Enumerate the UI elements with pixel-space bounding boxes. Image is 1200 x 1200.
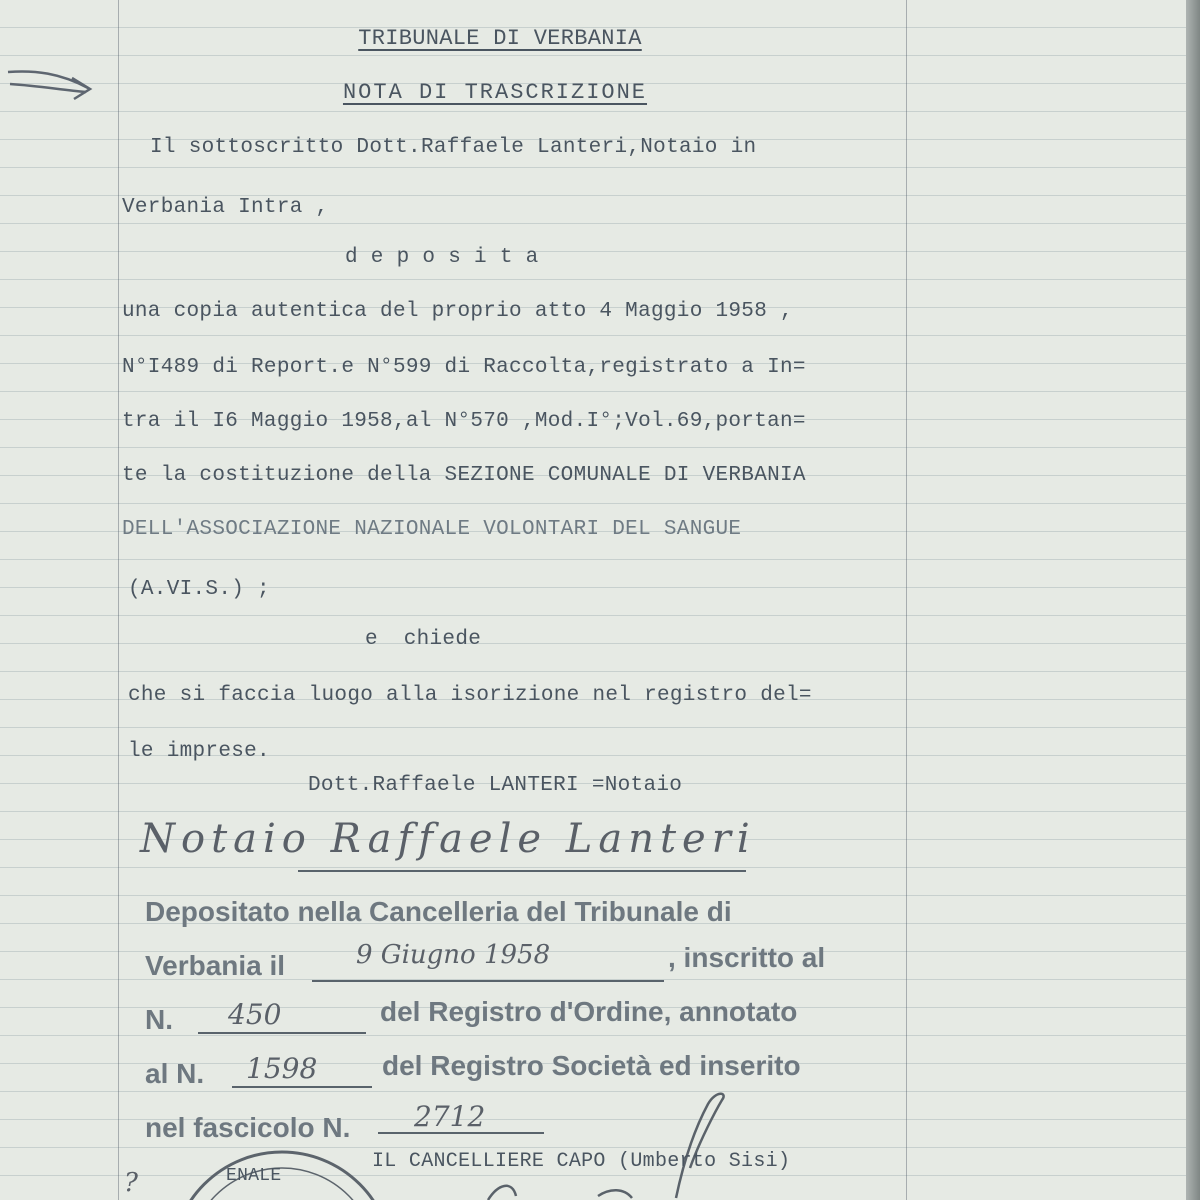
stamp-line-2-prefix: Verbania il (145, 950, 286, 981)
filled-order-number: 450 (228, 998, 282, 1031)
filled-date: 9 Giugno 1958 (356, 940, 551, 970)
chancellor-line: IL CANCELLIERE CAPO (Umberto Sisi) (372, 1150, 791, 1173)
stamp-line-1: Depositato nella Cancelleria del Tribunale di (145, 896, 732, 927)
document-title: NOTA DI TRASCRIZIONE (342, 80, 648, 105)
body-line-10: le imprese. (128, 740, 270, 763)
seal-text: ENALE (226, 1166, 282, 1186)
notary-signature: Notaio Raffaele Lanteri (140, 816, 756, 862)
stamp-line-4-prefix: al N. (145, 1058, 205, 1089)
body-line-deposita: d e p o s i t a (345, 246, 539, 269)
stamp-line-4-suffix: del Registro Società ed inserito (382, 1050, 801, 1081)
body-line-1: Il sottoscritto Dott.Raffaele Lanteri,Notaio in (150, 136, 757, 159)
stamp-line-5-prefix: nel fascicolo N. (145, 1112, 351, 1143)
body-line-4: N°I489 di Report.e N°599 di Raccolta,registrato a In= (122, 356, 806, 379)
body-line-5: tra il I6 Maggio 1958,al N°570 ,Mod.I°;Vol.69,portan= (122, 410, 806, 433)
stamp-line-3-prefix: N. (145, 1004, 173, 1035)
stamp-line-2-suffix: , inscritto al (668, 942, 826, 973)
body-line-2: Verbania Intra , (122, 196, 329, 219)
body-line-8: (A.VI.S.) ; (128, 578, 270, 601)
body-line-6: te la costituzione della SEZIONE COMUNALE DI VERBANIA (122, 464, 806, 487)
body-line-3: una copia autentica del proprio atto 4 Maggio 1958 , (122, 300, 793, 323)
court-name-heading: TRIBUNALE DI VERBANIA (358, 26, 642, 51)
body-line-7: DELL'ASSOCIAZIONE NAZIONALE VOLONTARI DEL SANGUE (122, 518, 742, 541)
filled-society-number: 1598 (246, 1052, 318, 1085)
filled-file-number: 2712 (414, 1100, 486, 1133)
notary-name-line: Dott.Raffaele LANTERI =Notaio (308, 774, 683, 797)
corner-mark: ? (124, 1168, 138, 1198)
body-line-9: che si faccia luogo alla isorizione nel registro del= (128, 684, 812, 707)
stamp-line-3-suffix: del Registro d'Ordine, annotato (380, 996, 798, 1027)
body-line-chiede: e chiede (365, 628, 482, 651)
